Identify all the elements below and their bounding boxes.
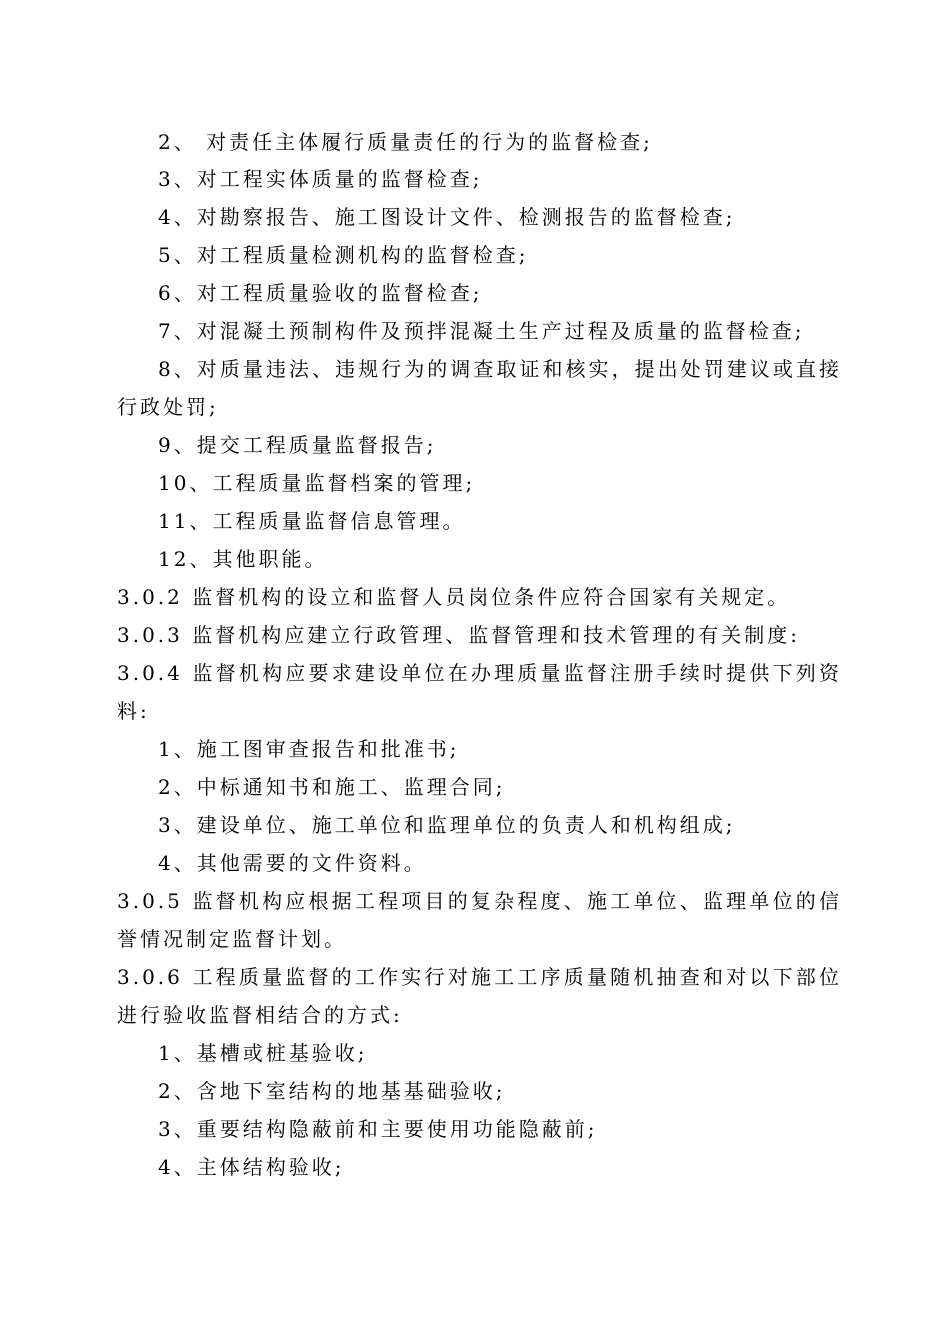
clause-3-0-4: 3.0.4 监督机构应要求建设单位在办理质量监督注册手续时提供下列资 xyxy=(117,661,842,685)
list-item: 4、主体结构验收; xyxy=(158,1155,345,1179)
list-item: 7、对混凝土预制构件及预拌混凝土生产过程及质量的监督检查; xyxy=(158,319,805,343)
list-item: 3、建设单位、施工单位和监理单位的负责人和机构组成; xyxy=(158,813,736,837)
list-item: 6、对工程质量验收的监督检查; xyxy=(158,281,483,305)
list-item: 2、含地下室结构的地基基础验收; xyxy=(158,1079,506,1103)
clause-3-0-5-continuation: 誉情况制定监督计划。 xyxy=(117,927,347,951)
list-item: 4、对勘察报告、施工图设计文件、检测报告的监督检查; xyxy=(158,205,736,229)
list-item-continuation: 行政处罚; xyxy=(117,395,219,419)
clause-3-0-4-continuation: 料: xyxy=(117,699,150,723)
list-item: 3、重要结构隐蔽前和主要使用功能隐蔽前; xyxy=(158,1117,598,1141)
list-item: 2、 对责任主体履行质量责任的行为的监督检查; xyxy=(158,130,653,154)
clause-3-0-2: 3.0.2 监督机构的设立和监督人员岗位条件应符合国家有关规定。 xyxy=(117,585,791,609)
clause-3-0-3: 3.0.3 监督机构应建立行政管理、监督管理和技术管理的有关制度: xyxy=(117,623,800,647)
clause-3-0-5: 3.0.5 监督机构应根据工程项目的复杂程度、施工单位、监理单位的信 xyxy=(117,889,842,913)
list-item: 1、施工图审查报告和批准书; xyxy=(158,737,460,761)
clause-3-0-6: 3.0.6 工程质量监督的工作实行对施工工序质量随机抽查和对以下部位 xyxy=(117,965,842,989)
list-item: 8、对质量违法、违规行为的调查取证和核实，提出处罚建议或直接 xyxy=(158,357,842,381)
list-item: 12、其他职能。 xyxy=(158,547,328,571)
list-item: 11、工程质量监督信息管理。 xyxy=(158,509,466,533)
list-item: 9、提交工程质量监督报告; xyxy=(158,433,437,457)
list-item: 4、其他需要的文件资料。 xyxy=(158,851,427,875)
list-item: 2、中标通知书和施工、监理合同; xyxy=(158,775,506,799)
list-item: 5、对工程质量检测机构的监督检查; xyxy=(158,243,529,267)
clause-3-0-6-continuation: 进行验收监督相结合的方式: xyxy=(117,1003,403,1027)
list-item: 1、基槽或桩基验收; xyxy=(158,1041,368,1065)
list-item: 3、对工程实体质量的监督检查; xyxy=(158,167,483,191)
list-item: 10、工程质量监督档案的管理; xyxy=(158,471,476,495)
